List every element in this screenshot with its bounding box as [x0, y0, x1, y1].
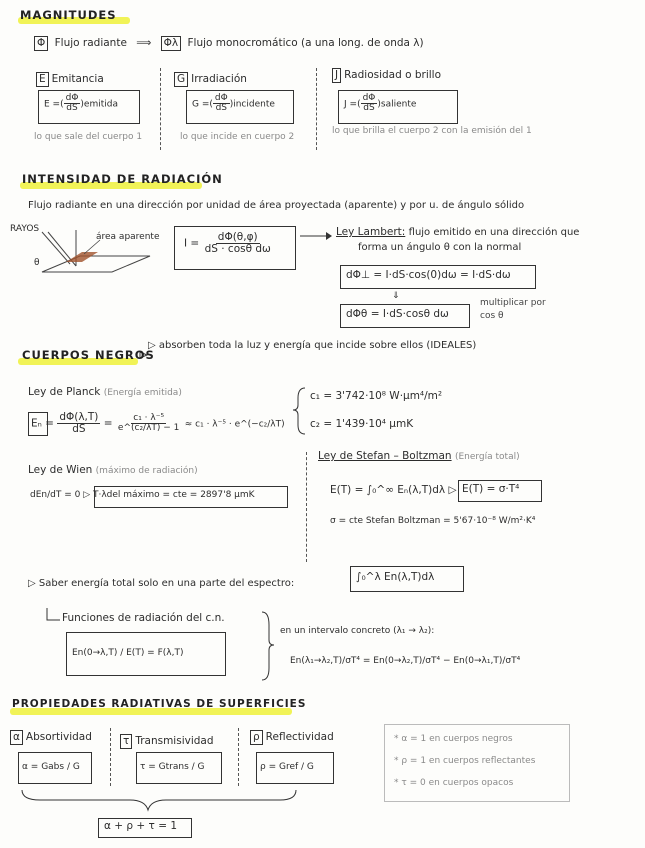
section-title-intensidad: INTENSIDAD DE RADIACIÓN — [22, 172, 223, 186]
irradiacion-label: Irradiación — [191, 73, 247, 85]
rayos-label: RAYOS — [10, 224, 40, 234]
emitancia-note: lo que sale del cuerpo 1 — [34, 132, 143, 142]
cuerpos-description: ▷ absorben toda la luz y energía que incide sobre ellos (IDEALES) — [148, 340, 477, 351]
lambert-desc2: forma un ángulo θ con la normal — [358, 242, 522, 253]
theta-label: θ — [34, 258, 40, 268]
reflectividad-heading: ρ Reflectividad — [250, 730, 334, 745]
saber-text: ▷ Saber energía total solo en una parte del espectro: — [28, 578, 295, 589]
intensidad-description: Flujo radiante en una dirección por unidad de área proyectada (aparente) y por u. de ángulo sólido — [28, 200, 525, 211]
note-2: * ρ = 1 en cuerpos reflectantes — [394, 756, 536, 766]
implies-arrow: ⟹ — [136, 37, 152, 49]
lambert-arrow — [300, 232, 332, 240]
funciones-heading: Funciones de radiación del c.n. — [62, 612, 225, 624]
flujo-radiante-label: Flujo radiante — [54, 37, 127, 49]
wien-heading: Ley de Wien (máximo de radiación) — [28, 464, 198, 476]
planck-heading: Ley de Planck (Energía emitida) — [28, 386, 182, 398]
absortividad-formula: α = Gabs / G — [22, 762, 80, 772]
intervalo-label: en un intervalo concreto (λ₁ → λ₂): — [280, 626, 435, 636]
c2-constant: c₂ = 1'439·10⁴ μmK — [310, 418, 414, 430]
j-symbol: J — [332, 68, 341, 83]
interval-formula: En(λ₁→λ₂,T)/σT⁴ = En(0→λ₂,T)/σT⁴ − En(0→λ₁,T)/σT⁴ — [290, 656, 521, 666]
area-aparente-label: área aparente — [96, 232, 160, 242]
reflectividad-formula: ρ = Gref / G — [260, 762, 314, 772]
sigma-constant: σ = cte Stefan Boltzman = 5'67·10⁻⁸ W/m²·K⁴ — [330, 516, 536, 526]
intensity-formula: I = $\frac{d\Phi(\theta,\varphi)}{\text{dS · cosθ dω}}$ — [184, 231, 271, 256]
divider — [306, 452, 307, 562]
stefan-box-formula: E(T) = σ·T⁴ — [462, 483, 520, 495]
divider — [238, 728, 239, 786]
down-arrow: ⇓ — [392, 291, 400, 301]
stefan-integral: E(T) = ∫₀^∞ Eₙ(λ,T)dλ ▷ — [330, 484, 457, 496]
wien-formula: dEn/dT = 0 ▷ T·λdel máximo = cte = 2897'8 μmK — [30, 490, 255, 500]
phi-lambda-symbol: Φλ — [161, 36, 181, 51]
funciones-formula: En(0→λ,T) / E(T) = F(λ,T) — [72, 648, 184, 658]
section-title-cuerpos: CUERPOS NEGROS — [22, 348, 155, 362]
planck-formula: Eₙ = $\frac{d\Phi(\lambda,T)}{dS}$ = $\frac{\text{c₁ · λ⁻⁵}}{\text{e\textasciicircum{}(c₂/λT) − 1}}$ ≈ c₁ · λ⁻⁵ · e^(−c₂/λT) — [31, 411, 285, 436]
emitancia-label: Emitancia — [51, 73, 104, 85]
radiosidad-note: lo que brilla el cuerpo 2 con la emisión del 1 — [332, 126, 532, 136]
lambert-eq1: dΦ⊥ = I·dS·cos(0)dω = I·dS·dω — [346, 269, 511, 281]
note-1: * α = 1 en cuerpos negros — [394, 734, 513, 744]
stefan-heading: Ley de Stefan – Boltzman (Energía total) — [318, 450, 520, 462]
saber-integral: ∫₀^λ En(λ,T)dλ — [356, 571, 435, 583]
section-title-magnitudes: MAGNITUDES — [20, 8, 117, 22]
section-title-propiedades: PROPIEDADES RADIATIVAS DE SUPERFICIES — [12, 698, 307, 710]
emitancia-formula: E =( $\frac{d\Phi}{dS}$ )emitida — [44, 93, 118, 114]
transmisividad-formula: τ = Gtrans / G — [140, 762, 205, 772]
note-3: * τ = 0 en cuerpos opacos — [394, 778, 514, 788]
brace-constants — [293, 388, 305, 434]
interval-brace — [262, 612, 274, 680]
absortividad-heading: α Absortividad — [10, 730, 92, 745]
irradiacion-formula: G =( $\frac{d\Phi}{dS}$ )incidente — [192, 93, 275, 114]
divider — [110, 728, 111, 786]
lambert-title: Ley Lambert: flujo emitido en una dirección que — [336, 226, 580, 238]
funciones-arrow — [47, 608, 60, 620]
irradiacion-note: lo que incide en cuerpo 2 — [180, 132, 295, 142]
mult-note-2: cos θ — [480, 311, 504, 321]
propiedades-brace — [22, 790, 296, 810]
mult-note: multiplicar por — [480, 298, 546, 308]
flujo-mono-label: Flujo monocromático (a una long. de onda λ) — [187, 37, 424, 49]
e-symbol: E — [36, 72, 49, 87]
radiosidad-formula: J =( $\frac{d\Phi}{dS}$ )saliente — [344, 93, 417, 114]
c1-constant: c₁ = 3'742·10⁸ W·μm⁴/m² — [310, 390, 443, 402]
sum-formula: α + ρ + τ = 1 — [104, 820, 178, 832]
lambert-eq2: dΦθ = I·dS·cosθ dω — [346, 308, 449, 320]
g-symbol: G — [174, 72, 188, 87]
transmisividad-heading: τ Transmisividad — [120, 734, 214, 749]
phi-symbol: Φ — [34, 36, 48, 51]
radiosidad-label: Radiosidad o brillo — [344, 69, 442, 81]
